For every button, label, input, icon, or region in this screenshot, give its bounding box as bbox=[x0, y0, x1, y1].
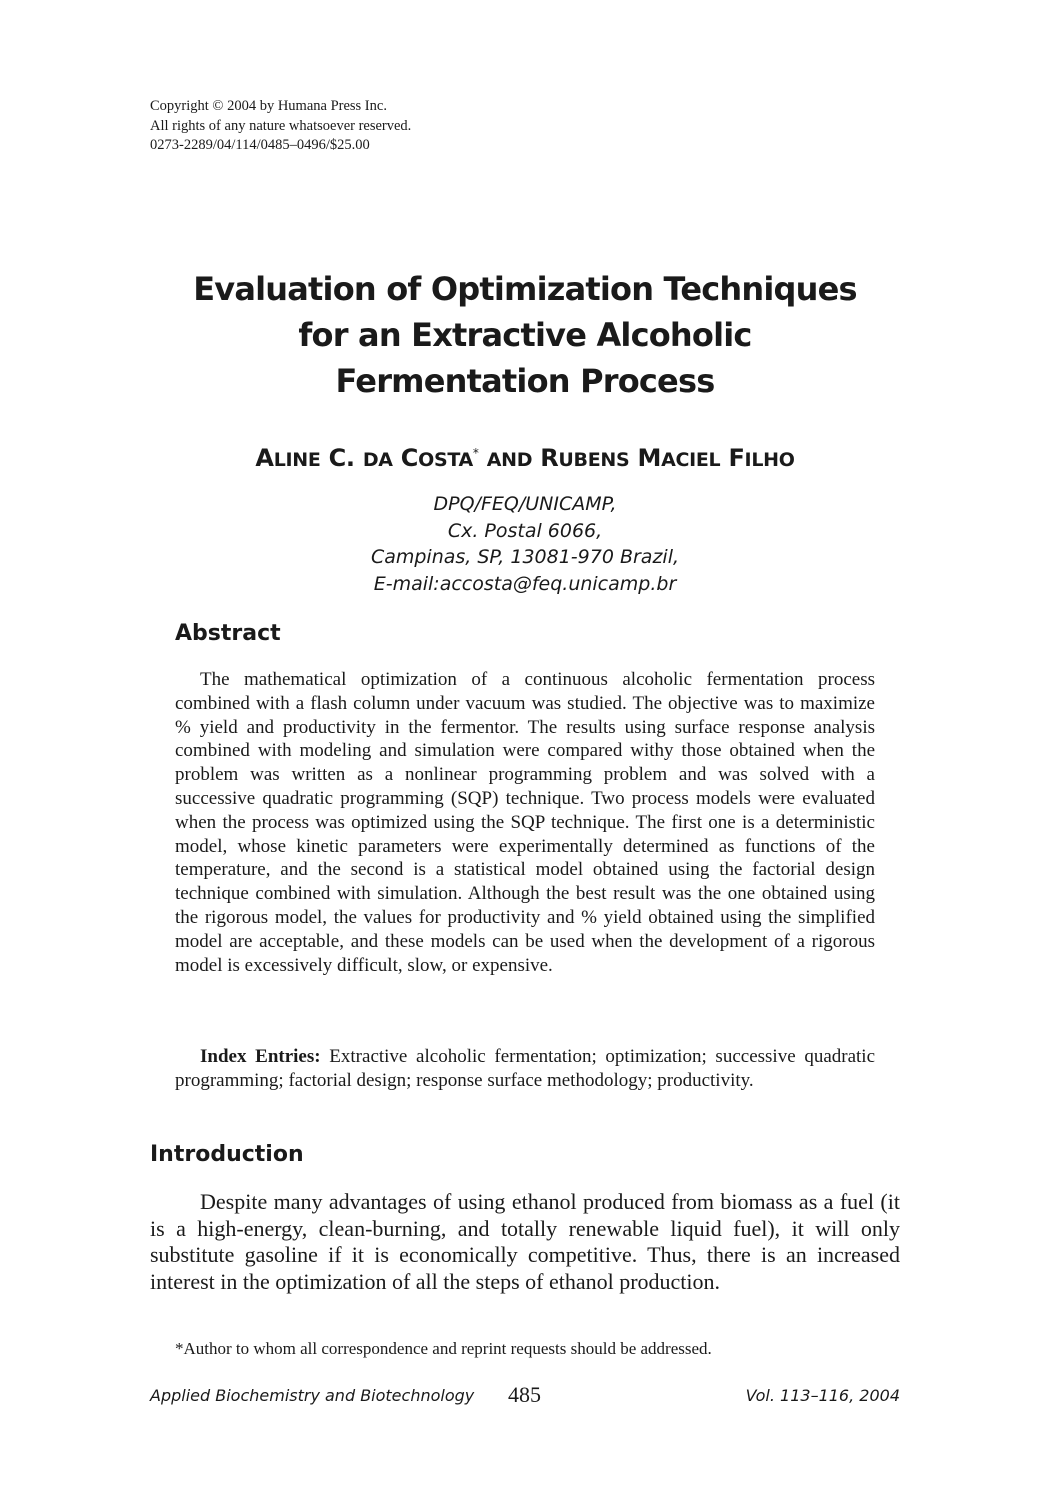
paper-title bbox=[150, 266, 900, 404]
page-footer bbox=[150, 1382, 900, 1410]
abstract-paragraph: The mathematical optimization of a continuous alcoholic fermentation process combined with a flash column under vacuum was studied. The objective was to maximize % yield and productivity in the fermentor. The results using surface response analysis combined with modeling and simulation were compared withy those obtained when the problem was written as a nonlinear programming problem and was solved with a successive quadratic programming (SQP) technique. Two process models were evaluated when the process was optimized using the SQP technique. The first one is a deterministic model, whose kinetic parameters were experimentally determined as functions of the temperature, and the second is a statistical model obtained using the factorial design technique combined with simulation. Although the best result was the one obtained using the rigorous model, the values for productivity and % yield obtained using the simplified model are acceptable, and these models can be used when the development of a rigorous model is excessively difficult, slow, or expensive. bbox=[175, 669, 875, 976]
index-entries-label: Index Entries: bbox=[200, 1046, 321, 1067]
abstract-heading: Abstract bbox=[175, 621, 281, 646]
corresponding-author-mark: * bbox=[472, 446, 479, 460]
abstract-body bbox=[175, 668, 875, 977]
volume-info: Vol. 113–116, 2004 bbox=[745, 1386, 900, 1405]
author-footnote: *Author to whom all correspondence and reprint requests should be addressed. bbox=[175, 1339, 712, 1358]
affiliation-line: DPQ/FEQ/UNICAMP, bbox=[433, 493, 617, 515]
rights-line: All rights of any nature whatsoever reserved. bbox=[150, 117, 412, 134]
issn-line: 0273-2289/04/114/0485–0496/$25.00 bbox=[150, 137, 370, 153]
email-line: E-mail:accosta@feq.unicamp.br bbox=[373, 572, 677, 595]
introduction-paragraph: Despite many advantages of using ethanol produced from biomass as a fuel (it is a high-energy, clean-burning, and totally renewable liquid fuel), it will only substitute gasoline if it is economically competitive. Thus, there is an increased interest in the optimization of all the steps of ethanol production. bbox=[150, 1189, 900, 1294]
title-line: Fermentation Process bbox=[335, 362, 715, 400]
index-entries bbox=[175, 1045, 875, 1093]
copyright-block bbox=[150, 97, 411, 156]
introduction-heading: Introduction bbox=[150, 1142, 304, 1167]
author-list bbox=[150, 444, 900, 472]
copyright-line: Copyright © 2004 by Humana Press Inc. bbox=[150, 98, 387, 114]
affiliation-block bbox=[150, 491, 900, 597]
author-conjunction: AND bbox=[486, 449, 533, 471]
title-line: Evaluation of Optimization Techniques bbox=[193, 270, 857, 308]
author-1: ALINE C. DA COSTA* bbox=[255, 444, 479, 472]
index-entries-text: Extractive alcoholic fermentation; optimization; successive quadratic programming; factorial design; response surface methodology; productivity. bbox=[175, 1046, 876, 1091]
title-line: for an Extractive Alcoholic bbox=[298, 316, 752, 354]
affiliation-line: Campinas, SP, 13081-970 Brazil, bbox=[370, 546, 680, 568]
page-number: 485 bbox=[508, 1382, 541, 1407]
author-2: RUBENS MACIEL FILHO bbox=[540, 444, 795, 472]
affiliation-line: Cx. Postal 6066, bbox=[447, 519, 603, 542]
journal-name: Applied Biochemistry and Biotechnology bbox=[150, 1386, 475, 1405]
